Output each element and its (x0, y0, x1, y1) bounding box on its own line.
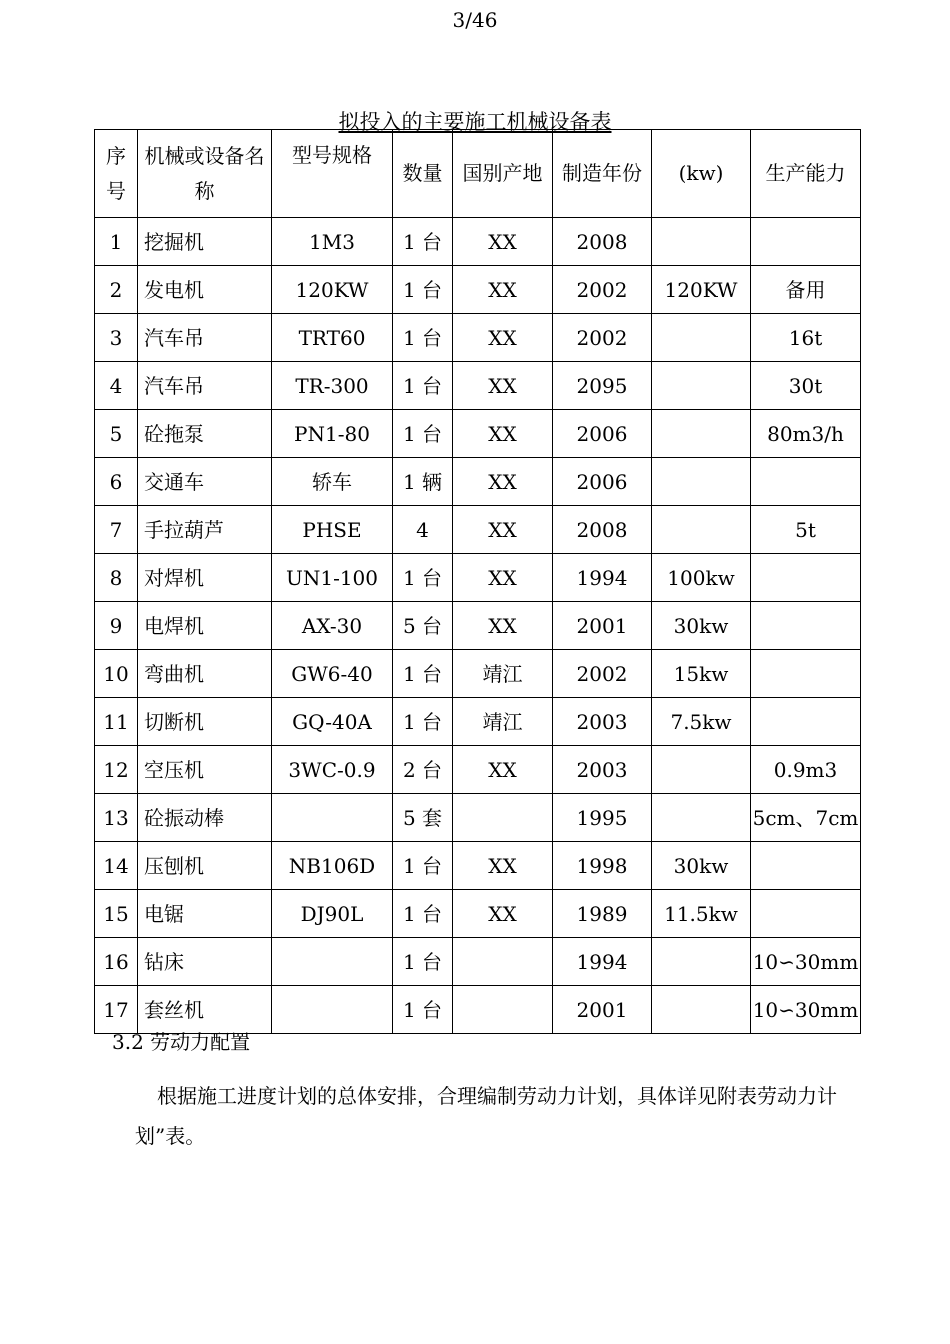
table-cell: 5t (751, 506, 861, 554)
table-cell: 120KW (652, 266, 751, 314)
table-cell: TR-300 (272, 362, 393, 410)
table-cell: 17 (95, 986, 138, 1034)
table-cell: 15 (95, 890, 138, 938)
table-cell: AX-30 (272, 602, 393, 650)
table-cell (652, 938, 751, 986)
table-cell: 1 台 (393, 650, 453, 698)
header-cell: 制造年份 (553, 130, 652, 218)
table-cell (751, 890, 861, 938)
table-cell: 1994 (553, 554, 652, 602)
table-cell (652, 794, 751, 842)
header-cell: 序号 (95, 130, 138, 218)
table-cell: 0.9m3 (751, 746, 861, 794)
table-cell: 80m3/h (751, 410, 861, 458)
table-row (95, 218, 861, 266)
table-cell: 1 台 (393, 266, 453, 314)
table-row (95, 410, 861, 458)
table-cell (652, 218, 751, 266)
table-cell: 2003 (553, 698, 652, 746)
table-cell: 4 (95, 362, 138, 410)
table-cell: 16t (751, 314, 861, 362)
table-cell: 挖掘机 (138, 218, 272, 266)
table-row (95, 698, 861, 746)
table-cell: PN1-80 (272, 410, 393, 458)
table-cell: 汽车吊 (138, 314, 272, 362)
table-cell: 1 台 (393, 938, 453, 986)
header-cell: 型号规格 (272, 130, 393, 218)
table-row (95, 746, 861, 794)
table-cell (751, 842, 861, 890)
table-row (95, 506, 861, 554)
table-cell: 备用 (751, 266, 861, 314)
table-cell: 对焊机 (138, 554, 272, 602)
table-cell: 2008 (553, 506, 652, 554)
table-cell: 1 台 (393, 314, 453, 362)
table-cell: 2006 (553, 410, 652, 458)
table-cell: 2 台 (393, 746, 453, 794)
table-row (95, 650, 861, 698)
table-cell: 4 (393, 506, 453, 554)
table-cell: 100kw (652, 554, 751, 602)
table-row (95, 458, 861, 506)
table-row (95, 602, 861, 650)
table-cell: 1 台 (393, 842, 453, 890)
table-cell (652, 506, 751, 554)
table-cell: XX (453, 218, 553, 266)
table-cell: 1 台 (393, 554, 453, 602)
table-cell: 6 (95, 458, 138, 506)
table-cell: 30kw (652, 602, 751, 650)
header-cell: 生产能力 (751, 130, 861, 218)
header-cell: 国别产地 (453, 130, 553, 218)
table-cell: 1998 (553, 842, 652, 890)
table-cell: 发电机 (138, 266, 272, 314)
table-cell: 1 台 (393, 698, 453, 746)
table-cell: 靖江 (453, 698, 553, 746)
table-cell (652, 458, 751, 506)
equipment-table (94, 129, 861, 1034)
table-row (95, 842, 861, 890)
table-cell: 1 (95, 218, 138, 266)
table-row (95, 794, 861, 842)
table-cell: 2002 (553, 266, 652, 314)
table-cell: XX (453, 362, 553, 410)
table-header-row (95, 130, 861, 218)
table-cell: 2002 (553, 314, 652, 362)
table-cell: 靖江 (453, 650, 553, 698)
table-row (95, 314, 861, 362)
table-cell: GQ-40A (272, 698, 393, 746)
table-cell: 套丝机 (138, 986, 272, 1034)
table-cell (751, 218, 861, 266)
table-cell: NB106D (272, 842, 393, 890)
table-cell (453, 986, 553, 1034)
table-cell: 16 (95, 938, 138, 986)
table-cell: 5 套 (393, 794, 453, 842)
table-cell: XX (453, 410, 553, 458)
section-heading: 3.2 劳动力配置 (112, 1030, 251, 1054)
table-cell: XX (453, 266, 553, 314)
table-cell (751, 602, 861, 650)
table-cell: 1 台 (393, 890, 453, 938)
table-cell: 1 台 (393, 218, 453, 266)
table-cell: 1 台 (393, 986, 453, 1034)
table-cell: 1 台 (393, 362, 453, 410)
body-paragraph (135, 1076, 855, 1156)
table-cell (751, 698, 861, 746)
table-cell: 9 (95, 602, 138, 650)
table-cell (751, 458, 861, 506)
table-cell: 7 (95, 506, 138, 554)
table-row (95, 890, 861, 938)
table-cell: 交通车 (138, 458, 272, 506)
table-cell: XX (453, 602, 553, 650)
header-cell: (kw) (652, 130, 751, 218)
table-cell: 弯曲机 (138, 650, 272, 698)
table-cell: 砼拖泵 (138, 410, 272, 458)
table-cell: 2001 (553, 602, 652, 650)
table-cell: 11 (95, 698, 138, 746)
table-cell: 砼振动棒 (138, 794, 272, 842)
table-cell (652, 986, 751, 1034)
table-cell: 1 台 (393, 410, 453, 458)
table-cell: 11.5kw (652, 890, 751, 938)
table-cell: 10 (95, 650, 138, 698)
table-cell (272, 794, 393, 842)
table-cell: XX (453, 890, 553, 938)
table-cell: XX (453, 314, 553, 362)
table-cell (652, 362, 751, 410)
table-cell: 1995 (553, 794, 652, 842)
table-row (95, 266, 861, 314)
table-cell: 5 (95, 410, 138, 458)
table-cell (652, 410, 751, 458)
header-cell: 数量 (393, 130, 453, 218)
table-cell (751, 650, 861, 698)
table-cell: 30t (751, 362, 861, 410)
table-cell (453, 938, 553, 986)
table-cell: 12 (95, 746, 138, 794)
table-cell: 2008 (553, 218, 652, 266)
table-cell: 2006 (553, 458, 652, 506)
table-cell: 2095 (553, 362, 652, 410)
table-cell: TRT60 (272, 314, 393, 362)
table-cell: 钻床 (138, 938, 272, 986)
table-cell: 120KW (272, 266, 393, 314)
table-cell: 切断机 (138, 698, 272, 746)
table-cell: 14 (95, 842, 138, 890)
table-cell: 1989 (553, 890, 652, 938)
table-cell: XX (453, 746, 553, 794)
table-cell: 5 台 (393, 602, 453, 650)
table-cell: 2001 (553, 986, 652, 1034)
table-cell: 13 (95, 794, 138, 842)
table-cell: 15kw (652, 650, 751, 698)
table-cell: 2 (95, 266, 138, 314)
table-title: 拟投入的主要施工机械设备表 (338, 110, 612, 134)
table-cell: 3WC-0.9 (272, 746, 393, 794)
table-cell (453, 794, 553, 842)
table-cell: UN1-100 (272, 554, 393, 602)
table-row (95, 938, 861, 986)
table-cell: 2003 (553, 746, 652, 794)
table-cell (652, 314, 751, 362)
table-cell (272, 986, 393, 1034)
table-cell: 7.5kw (652, 698, 751, 746)
table-cell: 电锯 (138, 890, 272, 938)
table-cell: DJ90L (272, 890, 393, 938)
page-number: 3/46 (452, 8, 498, 32)
table-cell: 电焊机 (138, 602, 272, 650)
table-cell: 1994 (553, 938, 652, 986)
table-cell: 30kw (652, 842, 751, 890)
table-cell: 1 辆 (393, 458, 453, 506)
table-cell: 空压机 (138, 746, 272, 794)
table-cell: 10∽30mm (751, 986, 861, 1034)
table-cell (272, 938, 393, 986)
table-cell: 2002 (553, 650, 652, 698)
table-cell: XX (453, 842, 553, 890)
table-cell: 压刨机 (138, 842, 272, 890)
table-cell: 轿车 (272, 458, 393, 506)
table-row (95, 554, 861, 602)
table-cell: XX (453, 506, 553, 554)
table-cell: XX (453, 458, 553, 506)
table-cell: 10∽30mm (751, 938, 861, 986)
table-cell (751, 554, 861, 602)
paragraph-text: 根据施工进度计划的总体安排，合理编制劳动力计划，具体详见附表劳动力计划”表。 (135, 1084, 837, 1148)
table-row (95, 362, 861, 410)
table-cell: GW6-40 (272, 650, 393, 698)
header-cell: 机械或设备名称 (138, 130, 272, 218)
table-cell: PHSE (272, 506, 393, 554)
table-cell: 汽车吊 (138, 362, 272, 410)
table-cell: XX (453, 554, 553, 602)
table-cell (652, 746, 751, 794)
table-cell: 3 (95, 314, 138, 362)
table-cell: 8 (95, 554, 138, 602)
table-cell: 手拉葫芦 (138, 506, 272, 554)
table-cell: 1M3 (272, 218, 393, 266)
table-cell: 5cm、7cm (751, 794, 861, 842)
